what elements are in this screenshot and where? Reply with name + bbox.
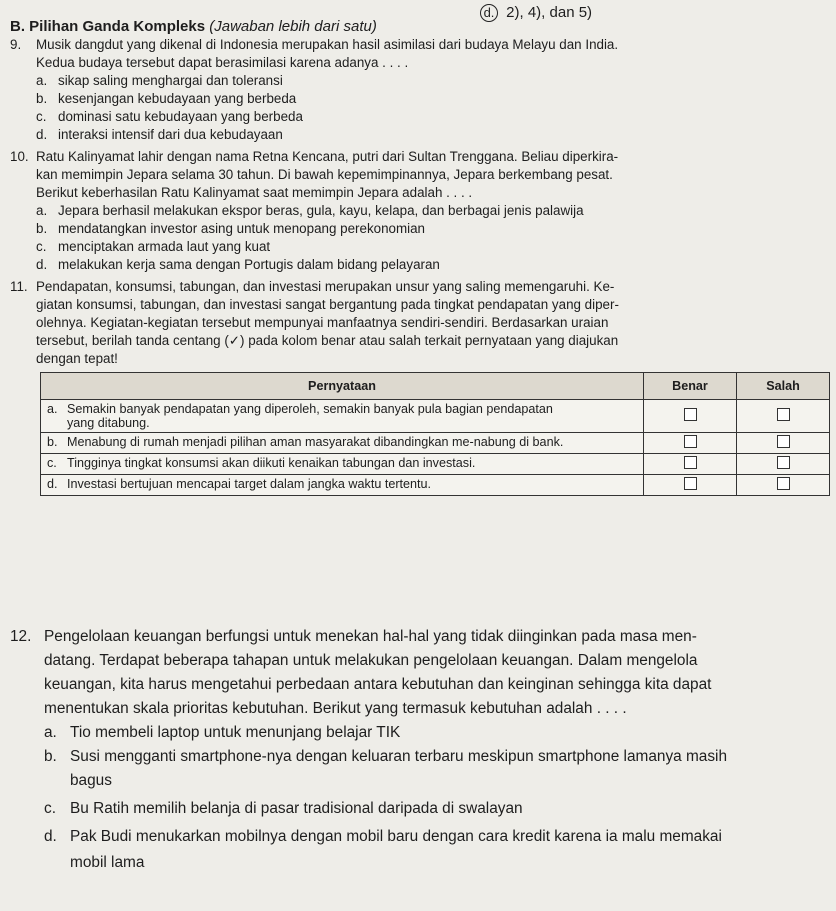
- q10-line2: kan memimpin Jepara selama 30 tahun. Di bawah kepemimpinannya, Jepara berkembang pesat.: [36, 167, 613, 182]
- q12-text-line1: Pengelolaan keuangan berfungsi untuk menekan hal-hal yang tidak diinginkan pada masa men-: [44, 628, 697, 645]
- statement-cell: [41, 475, 644, 496]
- salah-cell: [737, 433, 830, 454]
- q10-line1: [10, 148, 618, 166]
- q9-line2: Kedua budaya tersebut dapat berasimilasi karena adanya . . . .: [36, 55, 409, 70]
- option-letter: a.: [44, 724, 57, 741]
- header-benar: Benar: [644, 373, 737, 400]
- section-label: B.: [10, 18, 25, 35]
- option-letter: d.: [36, 127, 48, 142]
- option-letter: b.: [36, 221, 48, 236]
- option-text: interaksi intensif dari dua kebudayaan: [58, 127, 283, 142]
- q12-line4: menentukan skala prioritas kebutuhan. Berikut yang termasuk kebutuhan adalah . . . .: [44, 700, 627, 717]
- q9-option-d: [36, 126, 283, 144]
- option-letter: a.: [36, 73, 48, 88]
- q10-option-d: [36, 256, 440, 274]
- section-hint: (Jawaban lebih dari satu): [209, 18, 377, 35]
- option-text: sikap saling menghargai dan toleransi: [58, 73, 283, 88]
- option-text: Pak Budi menukarkan mobilnya dengan mobil baru dengan cara kredit karena ia malu memakai: [70, 828, 722, 845]
- q12-option-b-cont: bagus: [70, 772, 112, 789]
- section-title: Pilihan Ganda Kompleks: [29, 18, 206, 35]
- salah-checkbox-a[interactable]: [777, 408, 790, 421]
- option-letter: d.: [44, 828, 57, 845]
- table-row: [41, 454, 830, 475]
- option-text: menciptakan armada laut yang kuat: [58, 239, 271, 254]
- option-text: mendatangkan investor asing untuk menopang perekonomian: [58, 221, 426, 236]
- circled-answer-letter: d.: [480, 4, 498, 22]
- salah-checkbox-d[interactable]: [777, 477, 790, 490]
- benar-cell: [644, 433, 737, 454]
- statement-cell: [41, 400, 644, 433]
- benar-cell: [644, 400, 737, 433]
- q12-line3: keuangan, kita harus mengetahui perbedaan antara kebutuhan dan keinginan sehingga kita dapat: [44, 676, 712, 693]
- option-letter: a.: [36, 203, 48, 218]
- q10-option-a: [36, 202, 584, 220]
- previous-answer-text: 2), 4), dan 5): [506, 4, 593, 21]
- benar-checkbox-c[interactable]: [684, 456, 697, 469]
- table-row: [41, 433, 830, 454]
- option-text: kesenjangan kebudayaan yang berbeda: [58, 91, 297, 106]
- salah-checkbox-b[interactable]: [777, 435, 790, 448]
- q11-text-line1: Pendapatan, konsumsi, tabungan, dan investasi merupakan unsur yang saling memengaruhi. Ke-: [36, 279, 615, 294]
- q9-number: 9.: [10, 37, 22, 52]
- row-letter: d.: [47, 477, 58, 491]
- q9-line1: [10, 36, 618, 54]
- q12-number: 12.: [10, 628, 32, 645]
- q11-line2: giatan konsumsi, tabungan, dan investasi sangat bergantung pada tingkat pendapatan yang diper-: [36, 297, 619, 312]
- benar-checkbox-a[interactable]: [684, 408, 697, 421]
- q12-option-a: [44, 722, 400, 744]
- q10-text-line1: Ratu Kalinyamat lahir dengan nama Retna Kencana, putri dari Sultan Trenggana. Beliau diperkira-: [36, 149, 619, 164]
- option-text: Jepara berhasil melakukan ekspor beras, gula, kayu, kelapa, dan berbagai jenis palawija: [58, 203, 584, 218]
- option-text: Bu Ratih memilih belanja di pasar tradisional daripada di swalayan: [70, 800, 523, 817]
- q10-line3: Berikut keberhasilan Ratu Kalinyamat saat memimpin Jepara adalah . . . .: [36, 185, 473, 200]
- statement-cell: [41, 433, 644, 454]
- option-text: melakukan kerja sama dengan Portugis dalam bidang pelayaran: [58, 257, 440, 272]
- row-letter: b.: [47, 435, 58, 449]
- q12-option-d-cont: mobil lama: [70, 854, 145, 871]
- q12-option-c: [44, 798, 523, 820]
- q11-line4: tersebut, berilah tanda centang (✓) pada kolom benar atau salah terkait pernyataan yang diajukan: [36, 333, 619, 348]
- q12-line2: datang. Terdapat beberapa tahapan untuk melakukan pengelolaan keuangan. Dalam mengelola: [44, 652, 698, 669]
- option-text: dominasi satu kebudayaan yang berbeda: [58, 109, 303, 124]
- salah-cell: [737, 454, 830, 475]
- q10-number: 10.: [10, 149, 29, 164]
- q9-option-b: [36, 90, 296, 108]
- row-text: Investasi bertujuan mencapai target dalam jangka waktu tertentu.: [67, 477, 432, 491]
- q11-line1: [10, 278, 614, 296]
- salah-checkbox-c[interactable]: [777, 456, 790, 469]
- benar-cell: [644, 475, 737, 496]
- q12-line1: [10, 626, 697, 648]
- row-letter: c.: [47, 456, 57, 470]
- q9-option-c: [36, 108, 303, 126]
- salah-cell: [737, 400, 830, 433]
- previous-answer: [480, 4, 592, 22]
- table-row: [41, 400, 830, 433]
- option-letter: c.: [44, 800, 56, 817]
- header-salah: Salah: [737, 373, 830, 400]
- option-letter: b.: [44, 748, 57, 765]
- row-text: Tingginya tingkat konsumsi akan diikuti kenaikan tabungan dan investasi.: [67, 456, 476, 470]
- option-letter: c.: [36, 109, 47, 124]
- header-pernyataan: Pernyataan: [41, 373, 644, 400]
- option-text: Tio membeli laptop untuk menunjang belajar TIK: [70, 724, 401, 741]
- statement-cell: [41, 454, 644, 475]
- section-heading: [10, 18, 377, 35]
- option-text: Susi mengganti smartphone-nya dengan keluaran terbaru meskipun smartphone lamanya masih: [70, 748, 728, 765]
- q9-text-line1: Musik dangdut yang dikenal di Indonesia merupakan hasil asimilasi dari budaya Melayu dan India.: [36, 37, 619, 52]
- option-letter: b.: [36, 91, 48, 106]
- benar-checkbox-d[interactable]: [684, 477, 697, 490]
- row-letter: a.: [47, 402, 58, 416]
- salah-cell: [737, 475, 830, 496]
- q9-option-a: [36, 72, 283, 90]
- table-row: [41, 475, 830, 496]
- benar-cell: [644, 454, 737, 475]
- q11-line5: dengan tepat!: [36, 351, 118, 366]
- row-text: Semakin banyak pendapatan yang diperoleh, semakin banyak pula bagian pendapatan yang ditabung.: [67, 402, 553, 430]
- row-text: Menabung di rumah menjadi pilihan aman masyarakat dibandingkan me-nabung di bank.: [67, 435, 564, 449]
- option-letter: d.: [36, 257, 48, 272]
- q10-option-b: [36, 220, 425, 238]
- statement-table: [40, 372, 830, 496]
- benar-checkbox-b[interactable]: [684, 435, 697, 448]
- q12-option-b: [44, 746, 727, 768]
- q11-number: 11.: [10, 279, 28, 294]
- q10-option-c: [36, 238, 270, 256]
- q11-line3: olehnya. Kegiatan-kegiatan tersebut mempunyai manfaatnya sendiri-sendiri. Berdasarkan uraian: [36, 315, 609, 330]
- option-letter: c.: [36, 239, 47, 254]
- table-header-row: [41, 373, 830, 400]
- q12-option-d: [44, 826, 722, 848]
